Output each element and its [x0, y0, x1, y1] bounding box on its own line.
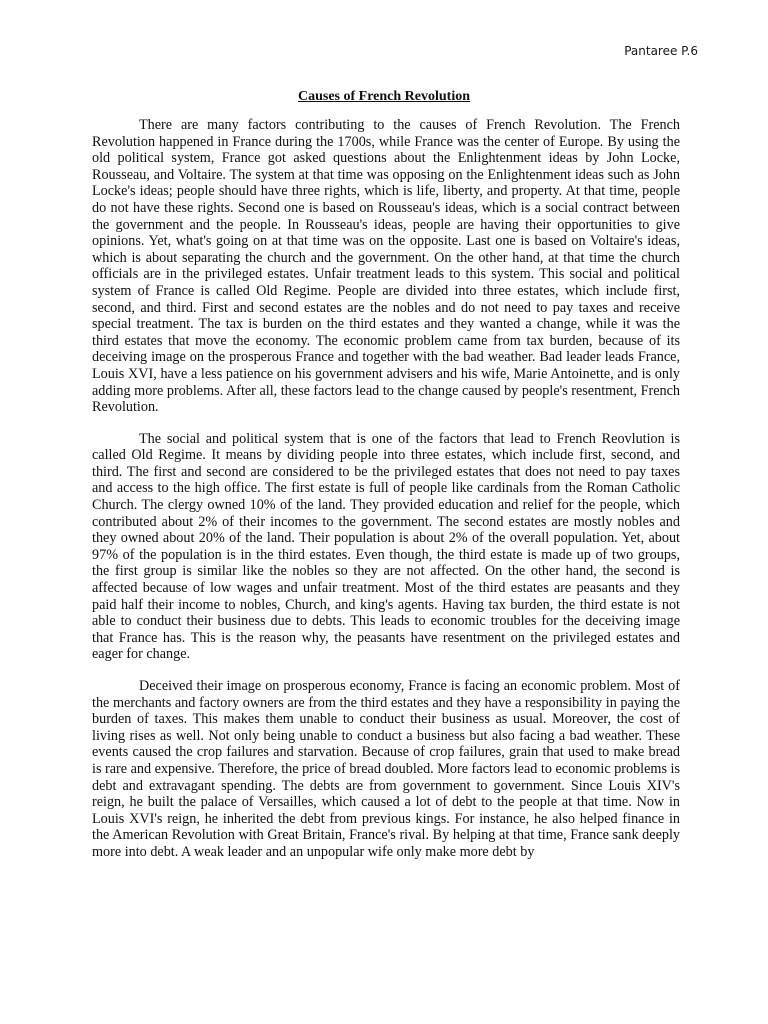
paragraph: Deceived their image on prosperous economy, France is facing an economic problem. Most of the merchants and factory owners are from the third estates and they have a responsibility in paying the burden of taxes. This makes them unable to conduct their business as usual. Moreover, the cost of living rises as well. Not only being unable to conduct a business but also facing a bad weather. These events caused the crop failures and starvation. Because of crop failures, grain that used to make bread is rare and expensive. Therefore, the price of bread doubled. More factors lead to economic problems is debt and extravagant spending. The debts are from government to government. Since Louis XIV's reign, he built the palace of Versailles, which caused a lot of debt to the people at that time. Now in Louis XVI's reign, he inherited the debt from previous kings. For instance, he also helped finance in the American Revolution with Great Britain, France's rival. By helping at that time, France sank deeply more into debt. A weak leader and an unpopular wife only make more debt by — [92, 678, 680, 860]
paragraph: The social and political system that is one of the factors that lead to French Reovlution is called Old Regime. It means by dividing people into three estates, which include first, second, and third. The first and second are considered to be the privileged estates that does not need to pay taxes and access to the high office. The first estate is full of people like cardinals from the Roman Catholic Church. The clergy owned 10% of the land. They provided education and relief for the people, which contributed about 2% of their incomes to the government. The second estates are mostly nobles and they owned about 20% of the land. Their population is about 2% of the overall population. Yet, about 97% of the population is in the third estates. Even though, the third estate is made up of two groups, the first group is similar like the nobles so they are not affected. On the other hand, the second is affected because of low wages and unfair treatment. Most of the third estates are peasants and they paid half their income to nobles, Church, and king's agents. Having tax burden, the third estate is not able to conduct their business due to debts. This leads to economic troubles for the deceiving image that France has. This is the reason why, the peasants have resentment on the privileged estates and eager for change. — [92, 430, 680, 663]
author-header: Pantaree P.6 — [624, 44, 698, 58]
document-body — [92, 117, 680, 876]
document-title: Causes of French Revolution — [297, 89, 471, 104]
paragraph: There are many factors contributing to the causes of French Revolution. The French Revolution happened in France during the 1700s, while France was the center of Europe. By using the old political system, France got asked questions about the Enlightenment ideas by John Locke, Rousseau, and Voltaire. The system at that time was opposing on the Enlightenment ideas such as John Locke's ideas; people should have three rights, which is life, liberty, and property. At that time, people do not have these rights. Second one is based on Rousseau's ideas, which is a social contract between the government and the people. In Rousseau's ideas, people are having their opportunities to give opinions. Yet, what's going on at that time was on the opposite. Last one is based on Voltaire's ideas, which is about separating the church and the government. On the other hand, at that time the church officials are in the privileged estates. Unfair treatment leads to this system. This social and political system of France is called Old Regime. People are divided into three estates, which include first, second, and third. First and second estates are the nobles and do not need to pay taxes and receive special treatment. The tax is burden on the third estates and they wanted a change, while it was the third estates that move the economy. The economic problem came from tax burden, because of its deceiving image on the prosperous France and together with the bad weather. Bad leader leads France, Louis XVI, have a less patience on his government advisers and his wife, Marie Antoinette, and is only adding more problems. After all, these factors lead to the change caused by people's resentment, French Revolution. — [92, 117, 680, 416]
